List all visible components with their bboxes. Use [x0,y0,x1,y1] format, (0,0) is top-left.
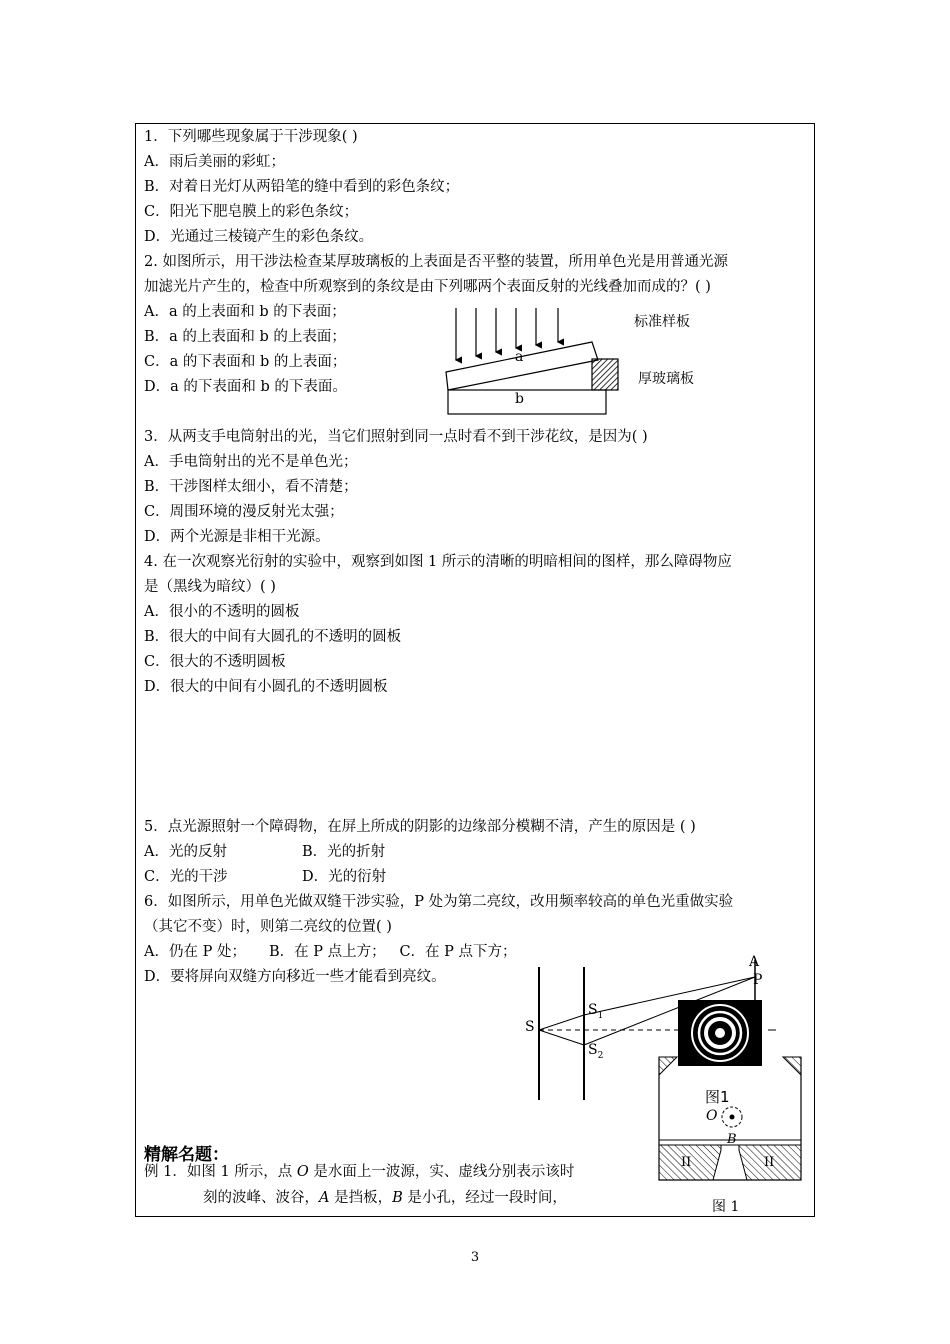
q1-option-b: B．对着日光灯从两铅笔的缝中看到的彩色条纹； [144,179,460,195]
q1-option-c: C．阳光下肥皂膜上的彩色条纹； [144,204,359,220]
q3-option-d: D．两个光源是非相干光源。 [144,529,330,545]
example-figure [655,1055,805,1185]
q3-stem: 3．从两支手电筒射出的光，当它们照射到同一点时看不到干涉花纹，是因为( ) [144,429,648,445]
hatched-support [592,359,618,390]
slit-s1-label: $S_1$ [588,1002,604,1021]
q5-option-a: A．光的反射 [144,844,227,860]
q6-option-d: D．要将屏向双缝方向移近一些才能看到亮纹。 [144,969,446,985]
q1-option-a: A．雨后美丽的彩虹； [144,154,285,170]
region-right-label: II [764,1155,775,1170]
page-number: 3 [470,1250,480,1265]
q2-option-d: D．a 的下表面和 b 的下表面。 [144,379,347,395]
q6-options-abc: A．仍在 P 处； B．在 P 点上方； C．在 P 点下方； [144,944,517,960]
thick-glass-plate-b [448,390,606,414]
q5-option-c: C．光的干涉 [144,869,228,885]
q2-figure [440,300,630,420]
region-left-label: II [681,1155,692,1170]
q4-option-b: B．很大的中间有大圆孔的不透明的圆板 [144,629,402,645]
q5-stem: 5．点光源照射一个障碍物，在屏上所成的阴影的边缘部分模糊不清，产生的原因是 ( ) [144,819,696,835]
source-o-label: O [706,1108,718,1124]
q4-option-d: D．很大的中间有小圆孔的不透明圆板 [144,679,388,695]
example-line1: 例 1．如图 1 所示，点 O 是水面上一波源，实、虚线分别表示该时 [144,1164,575,1180]
figure1-pattern-caption: 图1 [705,1088,730,1106]
q2-option-a: A．a 的上表面和 b 的下表面； [144,304,346,320]
standard-plate-label: 标准样板 [634,314,690,330]
q3-option-c: C．周围环境的漫反射光太强； [144,504,344,520]
hole-b-label: B [727,1132,737,1147]
q3-option-b: B．干涉图样太细小，看不清楚； [144,479,358,495]
q2-stem-line2: 加滤光片产生的，检查中所观察到的条纹是由下列哪两个表面反射的光线叠加而成的？( ) [144,279,711,295]
source-s-label: S [525,1019,535,1035]
q2-stem-line1: 2. 如图所示，用干涉法检查某厚玻璃板的上表面是否平整的装置，所用单色光是用普通光源 [144,254,728,270]
plate-b-label: b [515,391,524,407]
q6-stem-line2: （其它不变）时，则第二亮纹的位置( ) [144,919,392,935]
q3-option-a: A．手电筒射出的光不是单色光； [144,454,358,470]
point-a-label: A [749,954,760,970]
q6-stem-line1: 6．如图所示，用单色光做双缝干涉实验，P 处为第二亮纹，改用频率较高的单色光重做实验 [144,894,734,910]
plate-a-label: a [515,349,524,365]
section-heading: 精解名题： [144,1145,229,1165]
slit-s2-label: $S_2$ [588,1042,604,1061]
q2-option-b: B．a 的上表面和 b 的上表面； [144,329,346,345]
q5-option-b: B．光的折射 [302,844,386,860]
example-figure-caption: 图 1 [712,1199,740,1215]
point-p-label: P [753,972,763,988]
q4-stem-line2: 是（黑线为暗纹）( ) [144,579,276,595]
q1-stem: 1．下列哪些现象属于干涉现象( ) [144,129,358,145]
q4-stem-line1: 4. 在一次观察光衍射的实验中，观察到如图 1 所示的清晰的明暗相间的图样，那么障碍物应 [144,554,732,570]
q2-option-c: C．a 的下表面和 b 的上表面； [144,354,347,370]
thick-glass-label: 厚玻璃板 [638,371,694,387]
q4-option-c: C．很大的不透明圆板 [144,654,286,670]
example-line2: 刻的波峰、波谷，A 是挡板，B 是小孔，经过一段时间， [203,1190,567,1206]
q4-option-a: A．很小的不透明的圆板 [144,604,300,620]
q1-option-d: D．光通过三棱镜产生的彩色条纹。 [144,229,374,245]
q5-option-d: D．光的衍射 [302,869,387,885]
